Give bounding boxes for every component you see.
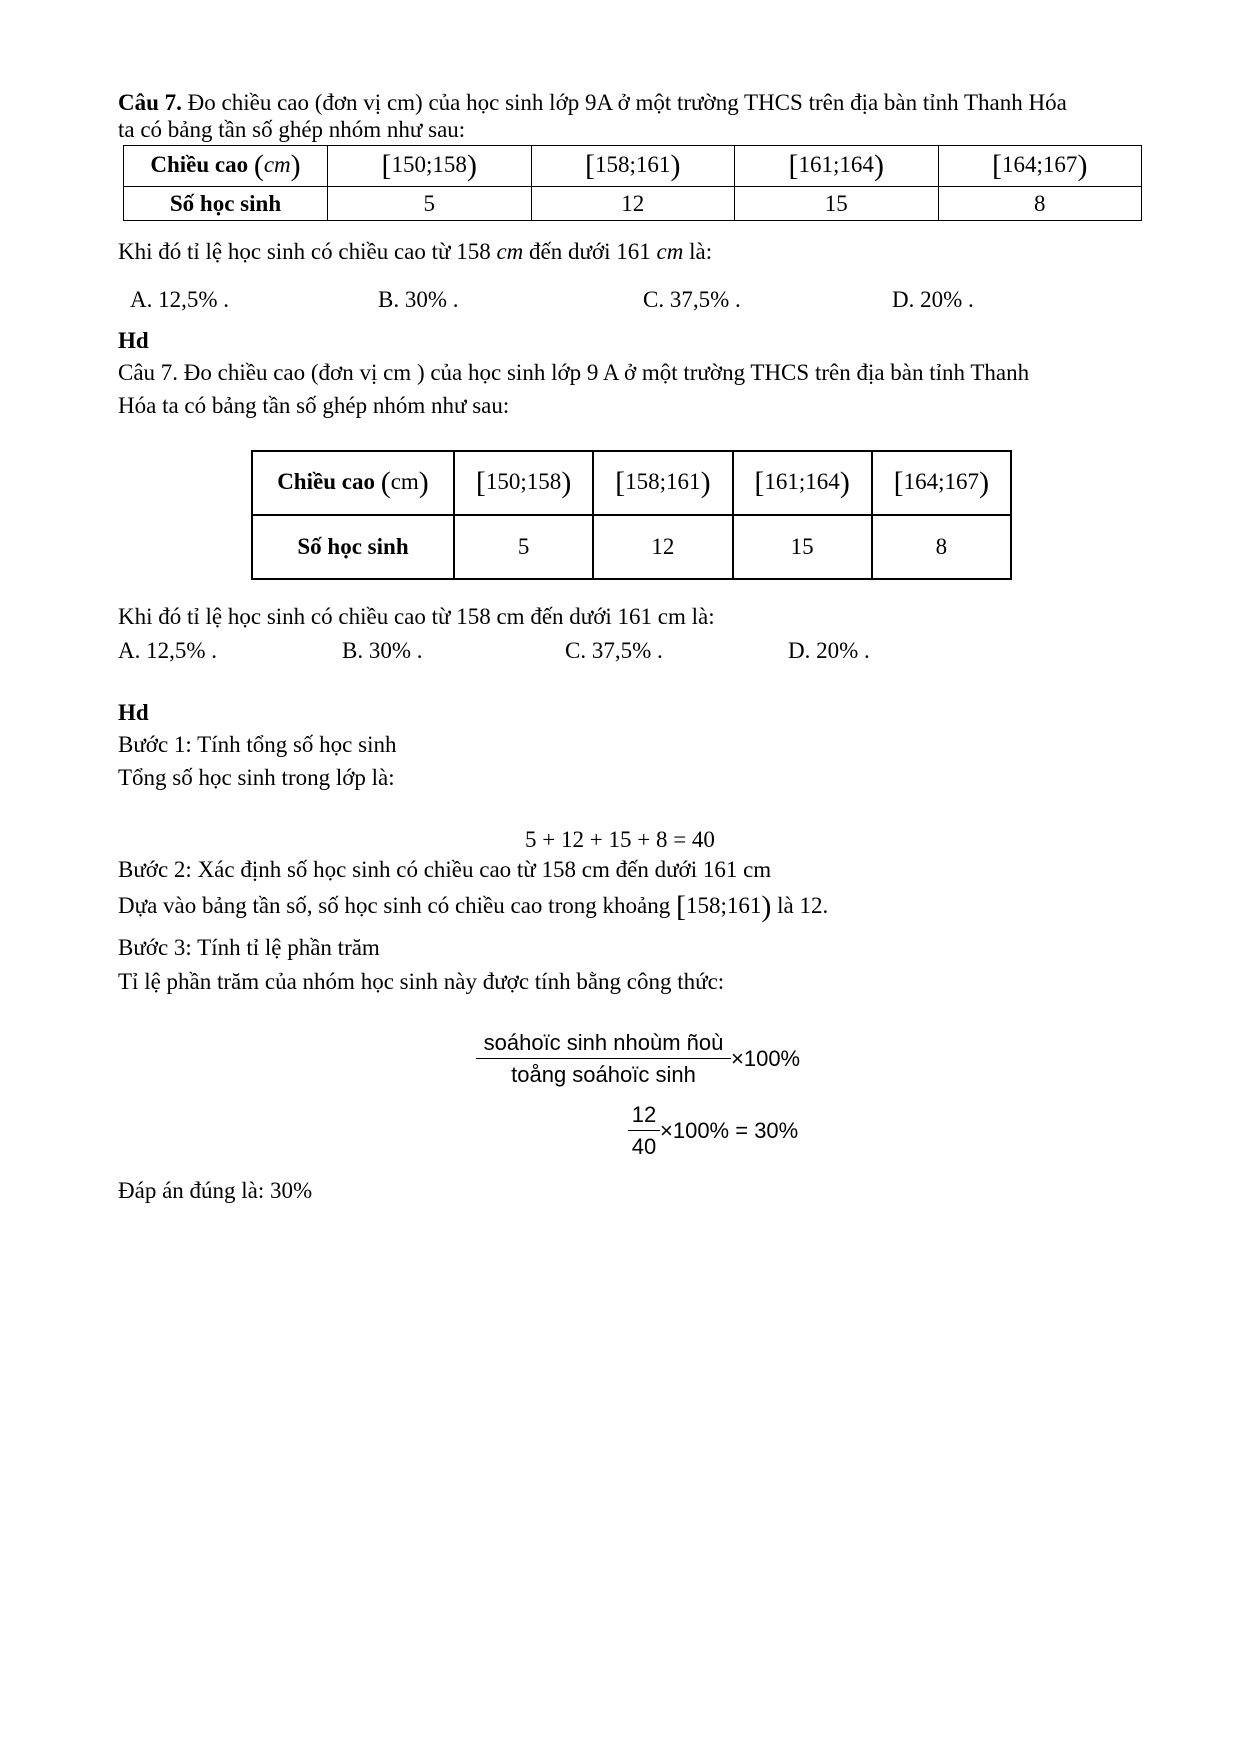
row-label-cell: Số học sinh (252, 515, 454, 579)
header-height-unit: (cm) (380, 466, 429, 499)
option-b: B. 30% . (378, 287, 459, 312)
final-answer: Đáp án đúng là: 30% (118, 1178, 313, 1203)
count-cell: 8 (872, 515, 1011, 579)
hd-heading-2: Hd (118, 700, 149, 725)
step1-text: Tổng số học sinh trong lớp là: (118, 765, 395, 790)
frequency-table-2 (251, 450, 1012, 580)
range-cell: [150;158) (454, 451, 593, 515)
header-height-unit: (cm) (253, 149, 301, 182)
percentage-formula: $\frac{\text{soáhoïc sinh nhoùm ñoù}}{\text{toång soáhoïc sinh}}$ ×100% (476, 1030, 800, 1088)
row-label-cell: Số học sinh (124, 187, 328, 221)
count-cell: 12 (593, 515, 732, 579)
question-heading-line2: ta có bảng tần số ghép nhóm như sau: (118, 117, 466, 142)
option-d: D. 20% . (892, 287, 974, 312)
count-cell: 15 (733, 515, 872, 579)
sum-equation: 5 + 12 + 15 + 8 = 40 (525, 827, 715, 852)
option-a: A. 12,5% . (130, 287, 230, 312)
range-cell: [161;164) (733, 451, 872, 515)
step1-title: Bước 1: Tính tổng số học sinh (118, 732, 397, 757)
range-cell: [164;167) (872, 451, 1011, 515)
option-c: C. 37,5% . (643, 287, 741, 312)
percentage-calculation: $\frac{12}{40}$ ×100% = 30% (628, 1102, 798, 1160)
count-cell: 5 (454, 515, 593, 579)
step2-title: Bước 2: Xác định số học sinh có chiều cao từ 158 cm đến dưới 161 cm (118, 857, 772, 882)
range-cell: [158;161) (531, 146, 735, 187)
formula-fraction: $\frac{\text{soáhoïc sinh nhoùm ñoù}}{\text{toång soáhoïc sinh}}$ (476, 1030, 731, 1088)
count-cell: 12 (531, 187, 735, 221)
option2-c: C. 37,5% . (565, 638, 663, 663)
step3-text: Tỉ lệ phần trăm của nhóm học sinh này được tính bằng công thức: (118, 969, 725, 994)
option2-b: B. 30% . (342, 638, 423, 663)
question2-line1: Câu 7. Đo chiều cao (đơn vị cm ) của học sinh lớp 9 A ở một trường THCS trên địa bàn tỉnh Thanh (118, 360, 1030, 385)
range-cell: [161;164) (735, 146, 939, 187)
question-prompt: Khi đó tỉ lệ học sinh có chiều cao từ 158 cm đến dưới 161 cm là: (118, 239, 713, 264)
option2-d: D. 20% . (788, 638, 870, 663)
hd-heading-1: Hd (118, 328, 149, 353)
header-height-cell (252, 451, 454, 515)
header-height-cell (124, 146, 328, 187)
calc-fraction: $\frac{12}{40}$ (628, 1102, 660, 1160)
question2-prompt: Khi đó tỉ lệ học sinh có chiều cao từ 158 cm đến dưới 161 cm là: (118, 604, 715, 629)
count-cell: 5 (328, 187, 532, 221)
count-cell: 8 (938, 187, 1142, 221)
step2-text: Dựa vào bảng tần số, số học sinh có chiều cao trong khoảng [158;161) là 12. (118, 890, 829, 923)
range-cell: [164;167) (938, 146, 1142, 187)
frequency-table-1 (123, 145, 1142, 221)
step3-title: Bước 3: Tính tỉ lệ phần trăm (118, 935, 380, 960)
question-heading-line1 (118, 90, 1067, 116)
range-cell: [158;161) (593, 451, 732, 515)
question2-line2: Hóa ta có bảng tần số ghép nhóm như sau: (118, 393, 510, 418)
question-number: Câu 7. (118, 90, 182, 115)
range-cell: [150;158) (328, 146, 532, 187)
question-text: Đo chiều cao (đơn vị cm) của học sinh lớp 9A ở một trường THCS trên địa bàn tỉnh Thanh Hóa (187, 90, 1067, 115)
header-height-label: Chiều cao (277, 469, 375, 494)
option2-a: A. 12,5% . (118, 638, 218, 663)
header-height-label: Chiều cao (150, 152, 249, 177)
count-cell: 15 (735, 187, 939, 221)
